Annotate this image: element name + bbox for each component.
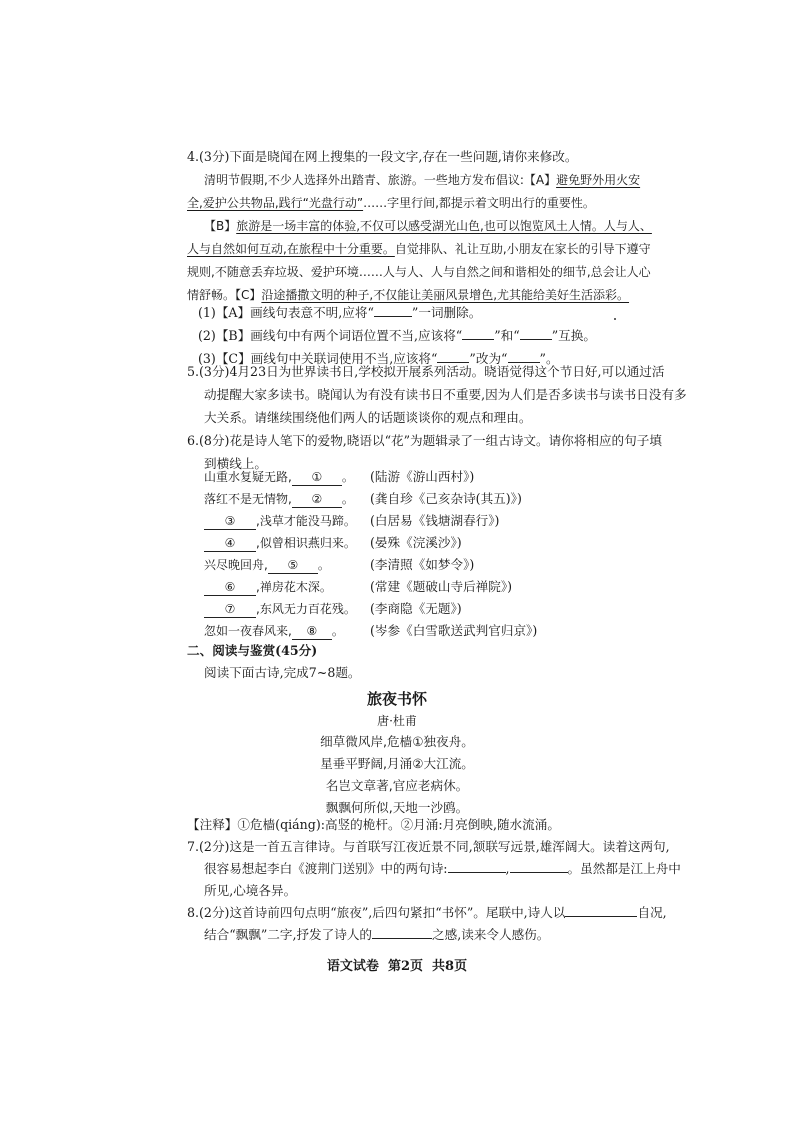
q4-passage-line	[204, 215, 652, 237]
source-text: (李清照《如梦令》)	[370, 557, 475, 572]
sub-text: ”一词删除。	[411, 305, 482, 320]
poem-note: 【注释】①危樯(qiáng):高竖的桅杆。②月涌:月亮倒映,随水流涌。	[187, 817, 560, 832]
fill-post: 。	[317, 558, 330, 572]
q7-line: 所见,心境各异。	[204, 883, 297, 898]
fill-row	[204, 620, 344, 642]
q7-text: 。虽然都是江上舟中	[567, 861, 681, 876]
sub-text: (2)【B】画线句中有两个词语位置不当,应该将“	[198, 328, 463, 343]
poem-line: 飘飘何所似,天地一沙鸥。	[325, 800, 469, 815]
passage-text: ……字里行间,都提示着文明出行的重要性。	[363, 196, 595, 210]
q6-line: 6.(8分)花是诗人笔下的爱物,晓语以“花”为题辑录了一组古诗文。请你将相应的句子填	[187, 433, 662, 448]
passage-text: 自觉排队、礼让互助,小朋友在家长的引导下遵守	[394, 242, 651, 256]
answer-blank[interactable]: ⑤	[268, 557, 318, 574]
source-text: (李商隐《无题》)	[370, 601, 462, 616]
answer-blank[interactable]	[448, 859, 506, 873]
fill-pre: 落红不是无情物,	[204, 492, 292, 506]
fill-row	[204, 510, 356, 532]
underlined-sentence-b: 人与自然如何互动,在旅程中十分重要。	[187, 242, 395, 256]
q4-passage-line	[187, 238, 651, 260]
sub-text: ”和“	[494, 328, 520, 343]
fill-row	[204, 598, 356, 620]
scan-speck	[614, 318, 616, 320]
q8-text: 8.(2分)这首诗前四句点明“旅夜”,后四句紧扣“书怀”。尾联中,诗人以	[187, 905, 566, 920]
poem-title: 旅夜书怀	[366, 690, 427, 708]
underlined-sentence-c: 沿途播撒文明的种子,不仅能让美丽风景增色,尤其能给美好生活添彩。	[261, 288, 630, 302]
poem-line: 细草微风岸,危樯①独夜舟。	[320, 734, 474, 749]
underlined-sentence-a: 全,爱护公共物品,践行“光盘行动”	[187, 196, 364, 210]
fill-pre: 兴尽晚回舟,	[204, 558, 268, 572]
q7-line: 很容易想起李白《渡荆门送别》中的两句诗: , 。虽然都是江上舟中	[204, 861, 681, 876]
q8-text: 自况,	[637, 905, 667, 920]
sub-text: (1)【A】画线句表意不明,应将“	[198, 305, 374, 320]
q4-passage-line	[204, 169, 640, 191]
passage-text: 清明节假期,不少人选择外出踏青、旅游。一些地方发布倡议:【A】	[204, 173, 557, 187]
q4-sub2	[198, 325, 596, 347]
answer-blank[interactable]: ⑧	[292, 623, 332, 640]
passage-text: 【B】	[204, 219, 237, 233]
q8-text: 结合“飘飘”二字,抒发了诗人的	[204, 927, 373, 942]
q6-line: 到横线上。	[204, 456, 267, 471]
section-instruction: 阅读下面古诗,完成7~8题。	[204, 665, 361, 680]
q8-line	[187, 902, 667, 924]
answer-blank[interactable]: ②	[292, 491, 342, 508]
poem-line: 星垂平野阔,月涌②大江流。	[320, 756, 474, 771]
page-footer: 语文试卷 第2页 共8页	[326, 959, 468, 974]
fill-post: ,似曾相识燕归来。	[256, 536, 356, 550]
fill-pre: 山重水复疑无路,	[204, 470, 292, 484]
q5-line: 大关系。请继续围绕他们两人的话题谈谈你的观点和理由。	[204, 410, 532, 425]
source-text: (白居易《钱塘湖春行》)	[370, 513, 500, 528]
answer-blank[interactable]: ④	[204, 535, 256, 552]
q4-passage-line: 规则,不随意丢弃垃圾、爱护环境……人与人、人与自然之间和谐相处的细节,总会让人心	[187, 265, 651, 279]
answer-blank[interactable]	[374, 303, 412, 317]
q8-line	[204, 924, 549, 946]
section-heading: 二、阅读与鉴赏(45分)	[187, 643, 318, 658]
q4-stem: 4.(3分)下面是晓闻在网上搜集的一段文字,存在一些问题,请你来修改。	[187, 149, 578, 164]
q8-text: 之感,读来令人感伤。	[432, 927, 550, 942]
passage-text: 情舒畅。【C】	[187, 288, 262, 302]
q4-passage-line	[187, 192, 595, 214]
poem-author: 唐·杜甫	[377, 714, 417, 728]
answer-blank[interactable]	[510, 859, 568, 873]
source-text: (陆游《游山西村》)	[370, 469, 475, 484]
source-text: (常建《题破山寺后禅院》)	[370, 579, 513, 594]
fill-post: 。	[341, 470, 354, 484]
answer-blank[interactable]	[565, 903, 637, 917]
sub-text: (3)【C】画线句中关联词使用不当,应该将“	[198, 351, 438, 366]
underlined-sentence-a: 避免野外用火安	[556, 173, 641, 187]
q7-text: 很容易想起李白《渡荆门送别》中的两句诗:	[204, 861, 448, 876]
q5-line: 动提醒大家多读书。晓闻认为有没有读书日不重要,因为人们是否多读书与读书日没有多	[204, 387, 687, 402]
fill-post: 。	[341, 492, 354, 506]
answer-blank[interactable]: ①	[292, 469, 342, 486]
q5-line: 5.(3分)4月23日为世界读书日,学校拟开展系列活动。晓语觉得这个节日好,可以通过活	[187, 364, 665, 379]
fill-pre: 忽如一夜春风来,	[204, 624, 292, 638]
answer-blank[interactable]	[520, 326, 552, 340]
fill-post: ,禅房花木深。	[256, 580, 332, 594]
answer-blank[interactable]: ⑦	[204, 601, 256, 618]
q7-line: 7.(2分)这是一首五言律诗。与首联写江夜近景不同,颔联写远景,雄浑阔大。读着这两句,	[187, 839, 670, 854]
source-text: (龚自珍《己亥杂诗(其五)》)	[370, 491, 522, 506]
sub-text: ”互换。	[551, 328, 596, 343]
answer-blank[interactable]	[372, 925, 432, 939]
sub-text: ”。	[539, 351, 559, 366]
fill-post: ,东风无力百花残。	[256, 602, 356, 616]
fill-row	[204, 488, 354, 510]
underlined-sentence-b: 旅游是一场丰富的体验,不仅可以感受湖光山色,也可以饱览风土人情。人与人、	[236, 219, 652, 233]
fill-post: 。	[331, 624, 344, 638]
fill-post: ,浅草才能没马蹄。	[256, 514, 356, 528]
answer-blank[interactable]: ⑥	[204, 579, 256, 596]
fill-row	[204, 576, 332, 598]
fill-row	[204, 466, 354, 488]
sub-text: ”改为“	[469, 351, 508, 366]
source-text: (岑参《白雪歌送武判官归京》)	[370, 623, 538, 638]
answer-blank[interactable]: ③	[204, 513, 256, 530]
q4-sub1	[198, 302, 481, 324]
answer-blank[interactable]	[462, 326, 494, 340]
fill-row	[204, 554, 330, 576]
fill-row	[204, 532, 356, 554]
poem-line: 名岂文章著,官应老病休。	[325, 778, 469, 793]
source-text: (晏殊《浣溪沙》)	[370, 535, 462, 550]
